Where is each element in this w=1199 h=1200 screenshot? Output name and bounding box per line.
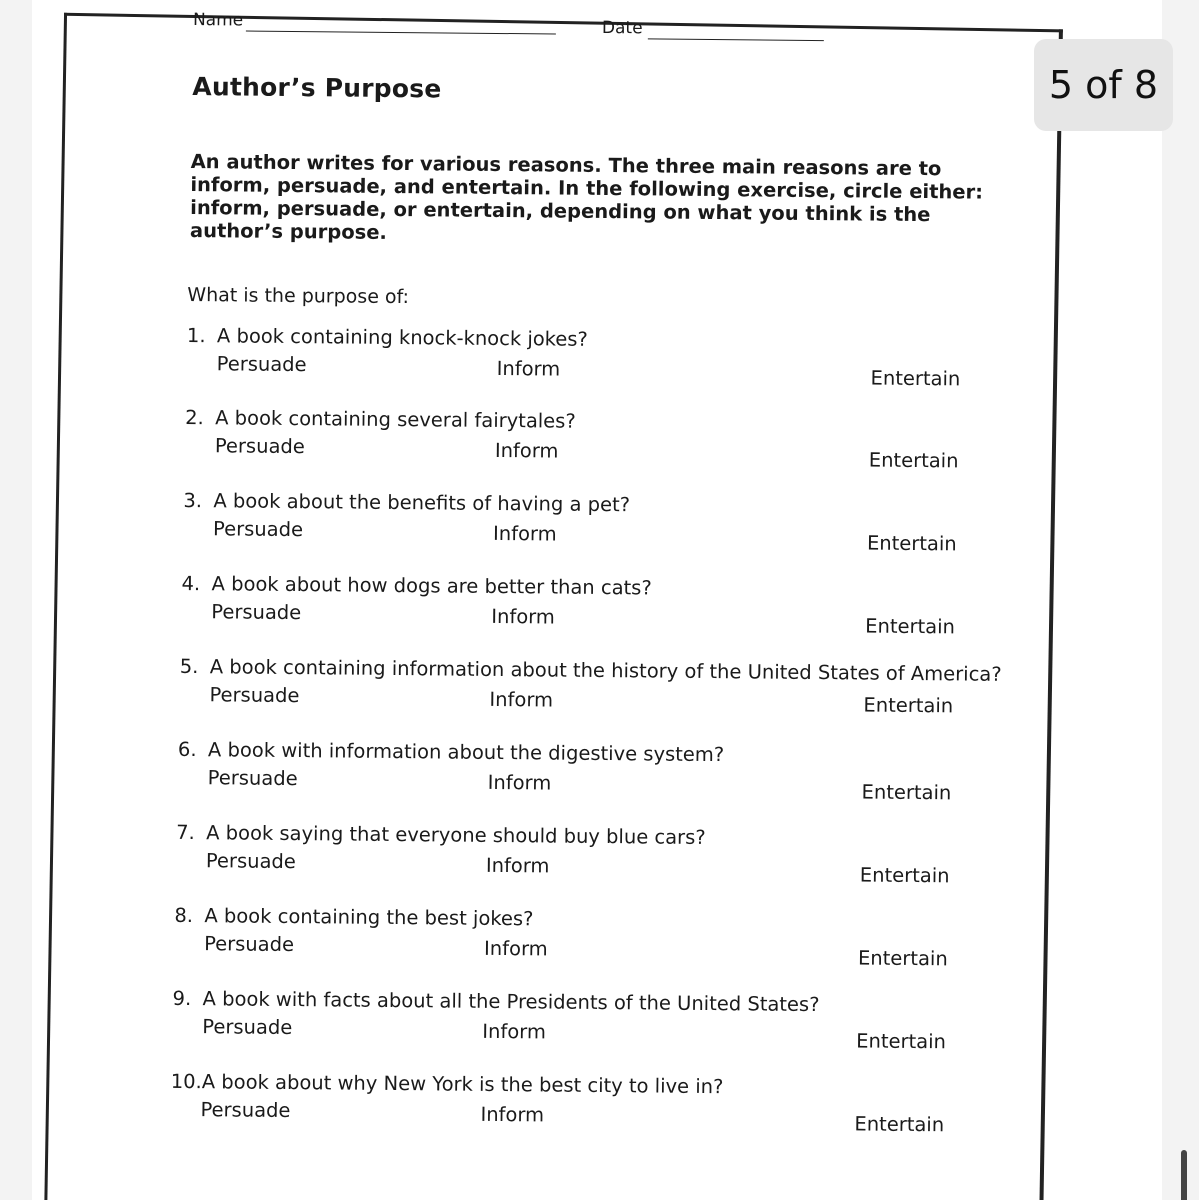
question-number: 1. <box>186 323 206 348</box>
intro-line: inform, persuade, or entertain, depending on what you think is the <box>190 196 931 227</box>
question-item <box>0 570 1095 651</box>
question-text <box>183 489 630 516</box>
option-entertain[interactable]: Entertain <box>865 614 956 639</box>
question-item <box>0 736 1093 817</box>
option-inform[interactable]: Inform <box>494 438 559 463</box>
question-item <box>0 487 1095 568</box>
option-inform[interactable]: Inform <box>480 1102 545 1127</box>
question-number: 9. <box>172 986 192 1011</box>
intro-line: author’s purpose. <box>189 219 388 244</box>
option-inform[interactable]: Inform <box>483 936 548 961</box>
option-persuade[interactable]: Persuade <box>209 683 300 708</box>
question-item <box>0 819 1092 900</box>
option-entertain[interactable]: Entertain <box>859 863 950 888</box>
question-label: A book with information about the digestive system? <box>207 738 725 767</box>
question-label: A book about why New York is the best city to live in? <box>201 1070 724 1099</box>
option-inform[interactable]: Inform <box>487 770 552 795</box>
option-entertain[interactable]: Entertain <box>857 946 948 971</box>
option-persuade[interactable]: Persuade <box>216 352 307 377</box>
question-label: A book containing several fairytales? <box>215 406 576 433</box>
date-label: Date <box>601 17 643 39</box>
question-label: A book containing information about the history of the United States of America? <box>209 655 1002 686</box>
question-text <box>187 324 588 351</box>
option-entertain[interactable]: Entertain <box>863 693 954 718</box>
question-text <box>171 1070 724 1098</box>
question-text <box>181 572 651 600</box>
question-number: 4. <box>181 571 201 596</box>
option-inform[interactable]: Inform <box>492 521 557 546</box>
question-text <box>178 738 724 766</box>
option-entertain[interactable]: Entertain <box>856 1029 947 1054</box>
question-label: A book about how dogs are better than cats? <box>211 572 652 600</box>
option-persuade[interactable]: Persuade <box>202 1015 293 1040</box>
page-title: Author’s Purpose <box>192 72 442 104</box>
option-inform[interactable]: Inform <box>496 356 561 381</box>
option-entertain[interactable]: Entertain <box>854 1112 945 1137</box>
question-text <box>172 987 819 1016</box>
question-text <box>176 821 706 849</box>
question-item <box>0 322 1097 403</box>
option-entertain[interactable]: Entertain <box>870 366 961 391</box>
option-persuade[interactable]: Persuade <box>213 517 304 542</box>
option-inform[interactable]: Inform <box>482 1019 546 1044</box>
option-entertain[interactable]: Entertain <box>868 448 959 473</box>
question-number: 6. <box>177 737 197 762</box>
question-label: A book saying that everyone should buy blue cars? <box>206 821 706 849</box>
question-number: 7. <box>176 820 195 845</box>
question-label: A book with facts about all the Presidents of the United States? <box>202 987 820 1017</box>
option-persuade[interactable]: Persuade <box>211 600 302 625</box>
question-label: A book about the benefits of having a pet? <box>213 489 631 517</box>
option-inform[interactable]: Inform <box>491 604 555 629</box>
question-item <box>0 653 1094 734</box>
question-number: 3. <box>183 488 203 513</box>
option-persuade[interactable]: Persuade <box>207 766 298 791</box>
question-number: 10. <box>170 1069 202 1094</box>
question-item <box>0 985 1091 1066</box>
question-item <box>0 902 1091 983</box>
intro-line: inform, persuade, and entertain. In the following exercise, circle either: <box>190 173 984 204</box>
option-entertain[interactable]: Entertain <box>861 780 952 805</box>
option-persuade[interactable]: Persuade <box>200 1098 291 1123</box>
option-persuade[interactable]: Persuade <box>205 849 296 874</box>
question-prompt: What is the purpose of: <box>187 283 410 309</box>
question-text <box>174 904 533 930</box>
question-number: 2. <box>185 405 204 430</box>
intro-paragraph <box>190 150 991 250</box>
question-number: 8. <box>174 903 194 928</box>
intro-line: An author writes for various reasons. The three main reasons are to <box>190 150 942 181</box>
option-inform[interactable]: Inform <box>489 687 554 712</box>
question-label: A book containing the best jokes? <box>204 904 534 931</box>
question-number: 5. <box>179 654 199 679</box>
option-persuade[interactable]: Persuade <box>214 434 305 459</box>
question-text <box>185 406 576 433</box>
name-label: Name <box>192 10 244 31</box>
question-item <box>0 404 1096 485</box>
option-inform[interactable]: Inform <box>485 853 550 878</box>
scrollbar-thumb[interactable] <box>1181 1150 1187 1200</box>
option-persuade[interactable]: Persuade <box>204 932 295 957</box>
question-item <box>0 1068 1090 1149</box>
question-label: A book containing knock-knock jokes? <box>216 324 588 351</box>
option-entertain[interactable]: Entertain <box>866 531 957 556</box>
page-indicator: 5 of 8 <box>1034 39 1173 131</box>
